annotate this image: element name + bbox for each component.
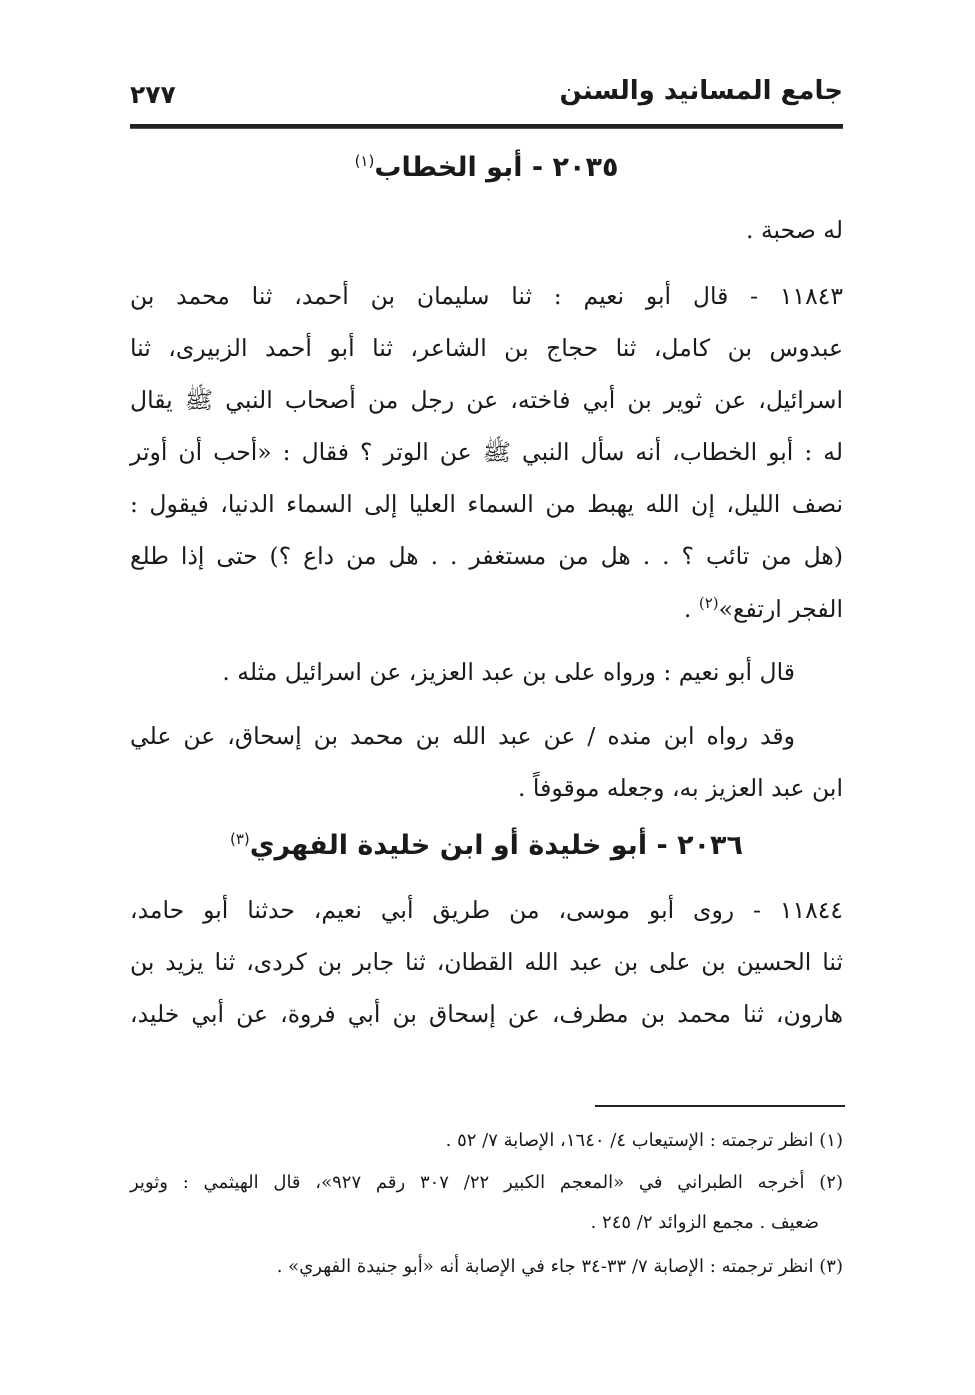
page-number: ٢٧٧ [130,80,176,109]
footnote-marker-1: (١) [354,152,375,170]
page-header [130,68,843,120]
text-line: ١١٨٤٣ - قال أبو نعيم : ثنا سليمان بن أحمد، ثنا محمد بن [130,282,843,310]
text-line: اسرائيل، عن ثوير بن أبي فاخته، عن رجل من أصحاب النبي ﷺ يقال [130,386,843,414]
footnote-2-continued: ضعيف . مجمع الزوائد ٢/ ٢٤٥ . [590,1212,819,1233]
footnote-1: (١) انظر ترجمته : الإستيعاب ٤/ ١٦٤٠، الإصابة ٧/ ٥٢ . [445,1130,843,1151]
text-line: ابن عبد العزيز به، وجعله موقوفاً . [517,774,843,802]
footnote-rule [595,1105,845,1107]
footnote-2: (٢) أخرجه الطبراني في «المعجم الكبير ٢٢/ ٣٠٧ رقم ٩٢٧»، قال الهيثمي : وثوير [130,1172,843,1193]
header-rule [130,124,843,129]
text-line: نصف الليل، إن الله يهبط من السماء العليا إلى السماء الدنيا، فيقول : [130,490,843,518]
footnote-marker-3: (٣) [229,830,250,848]
text-line: هارون، ثنا محمد بن مطرف، عن إسحاق بن أبي فروة، عن أبي خليد، [130,1000,843,1028]
text-line: ثنا الحسين بن على بن عبد الله القطان، ثنا جابر بن كردى، ثنا يزيد بن [130,948,843,976]
text-line: قال أبو نعيم : ورواه على بن عبد العزيز، عن اسرائيل مثله . [222,658,795,686]
footnote-3: (٣) انظر ترجمته : الإصابة ٧/ ٣٣-٣٤ جاء في الإصابة أنه «أبو جنيدة الفهري» . [276,1256,843,1277]
section-heading-2035: ٢٠٣٥ - أبو الخطاب$^{(١)}$ [354,152,619,183]
text-line: له : أبو الخطاب، أنه سأل النبي ﷺ عن الوتر ؟ فقال : «أحب أن أوتر [130,438,843,466]
running-title: جامع المسانيد والسنن [559,76,843,106]
text-line: له صحبة . [746,216,843,244]
footnote-marker-2: (٢) [698,594,719,612]
text-line: عبدوس بن كامل، ثنا حجاج بن الشاعر، ثنا أبو أحمد الزبيرى، ثنا [130,334,843,362]
text-line: وقد رواه ابن منده / عن عبد الله بن محمد بن إسحاق، عن علي [130,722,795,750]
text-line: الفجر ارتفع»$^{(٢)}$ . [683,594,843,623]
section-heading-2036: ٢٠٣٦ - أبو خليدة أو ابن خليدة الفهري$^{(٣)}$ [229,830,744,861]
text-line: (هل من تائب ؟ . . هل من مستغفر . . هل من داع ؟) حتى إذا طلع [130,542,843,570]
text-line: ١١٨٤٤ - روى أبو موسى، من طريق أبي نعيم، حدثنا أبو حامد، [130,896,843,924]
